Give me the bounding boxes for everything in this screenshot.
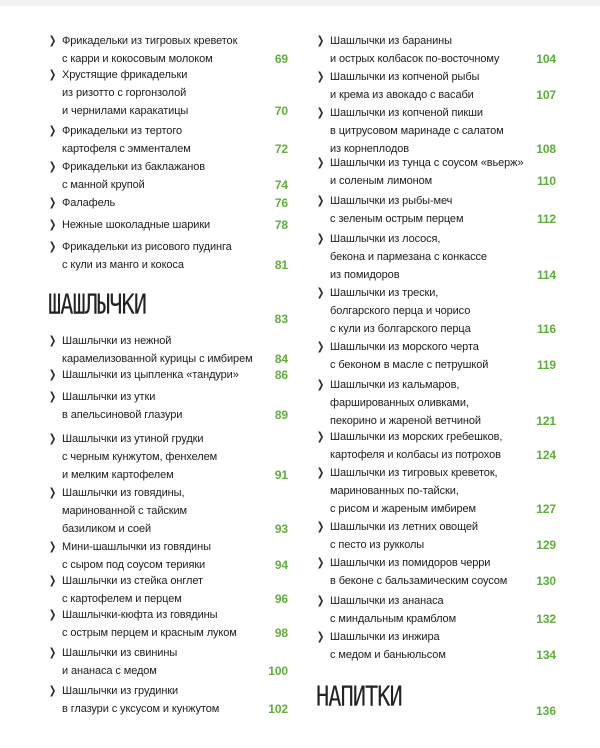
toc-page-number: 74 — [274, 178, 288, 192]
toc-page-number: 114 — [536, 268, 556, 282]
section-heading-kebabs: ШАШЛЫЧКИ — [48, 289, 146, 321]
toc-entry[interactable] — [316, 70, 556, 106]
toc-entry-text: Шашлычки из баранины — [330, 35, 452, 47]
toc-entry-text: Шашлычки из кальмаров, — [330, 379, 460, 391]
chevron-right-icon: ❯ — [316, 287, 325, 299]
toc-entry[interactable] — [48, 368, 288, 386]
toc-entry-text: с кули из болгарского перца — [330, 323, 471, 335]
toc-entry-text: Шашлычки из копченой пикши — [330, 107, 483, 119]
toc-page-number: 110 — [536, 174, 556, 188]
toc-entry-text: Шашлычки из морского черта — [330, 341, 479, 353]
toc-entry-text: с кули из манго и кокоса — [62, 259, 184, 271]
toc-entry[interactable] — [48, 646, 288, 682]
toc-entry[interactable] — [316, 466, 556, 520]
chevron-right-icon: ❯ — [48, 219, 57, 231]
chevron-right-icon: ❯ — [48, 487, 57, 499]
toc-entry[interactable] — [316, 520, 556, 556]
chevron-right-icon: ❯ — [316, 379, 325, 391]
toc-entry-text: с манной крупой — [62, 179, 145, 191]
toc-entry-text: Шашлычки из грудинки — [62, 685, 179, 697]
toc-entry-text: Шашлычки из инжира — [330, 631, 440, 643]
toc-entry-text: картофеля и колбасы из потрохов — [330, 449, 501, 461]
toc-page-number: 91 — [274, 468, 288, 482]
toc-page-number: 76 — [274, 196, 288, 210]
toc-page-number: 107 — [536, 88, 556, 102]
toc-entry-text: и чернилами каракатицы — [62, 105, 189, 117]
chevron-right-icon: ❯ — [48, 391, 57, 403]
chevron-right-icon: ❯ — [316, 521, 325, 533]
chevron-right-icon: ❯ — [48, 335, 57, 347]
toc-entry-text: Шашлычки из копченой рыбы — [330, 71, 480, 83]
chevron-right-icon: ❯ — [48, 609, 57, 621]
chevron-right-icon: ❯ — [316, 341, 325, 353]
toc-entry-text: с сыром под соусом терияки — [62, 559, 206, 571]
chevron-right-icon: ❯ — [316, 157, 325, 169]
toc-page-number: 112 — [536, 212, 556, 226]
toc-entry-text: с песто из рукколы — [330, 539, 425, 551]
chevron-right-icon: ❯ — [316, 557, 325, 569]
toc-entry-text: Фалафель — [62, 197, 116, 209]
chevron-right-icon: ❯ — [48, 125, 57, 137]
chevron-right-icon: ❯ — [316, 467, 325, 479]
toc-page-number: 100 — [268, 664, 288, 678]
chevron-right-icon: ❯ — [316, 35, 325, 47]
chevron-right-icon: ❯ — [48, 575, 57, 587]
toc-entry-text: Фрикадельки из тигровых креветок — [62, 35, 238, 47]
toc-entry[interactable] — [48, 540, 288, 576]
chevron-right-icon: ❯ — [48, 685, 57, 697]
toc-entry-text: Шашлычки-кюфта из говядины — [62, 609, 218, 621]
toc-entry-text: в беконе с бальзамическим соусом — [330, 575, 508, 587]
toc-entry[interactable] — [48, 68, 288, 122]
chevron-right-icon: ❯ — [48, 541, 57, 553]
toc-entry[interactable] — [48, 34, 288, 70]
toc-entry-text: из ризотто с горгонзолой — [62, 87, 187, 99]
top-edge-strip — [0, 0, 600, 6]
toc-entry-text: Шашлычки из нежной — [62, 335, 172, 347]
toc-entry-text: с черным кунжутом, фенхелем — [62, 451, 218, 463]
toc-entry-text: Шашлычки из морских гребешков, — [330, 431, 503, 443]
chevron-right-icon: ❯ — [316, 431, 325, 443]
toc-entry-text: Шашлычки из ананаса — [330, 595, 444, 607]
toc-entry[interactable] — [48, 196, 288, 214]
toc-entry-text: Шашлычки из утиной грудки — [62, 433, 204, 445]
toc-page-number: 124 — [536, 448, 556, 462]
toc-page-number: 81 — [274, 258, 288, 272]
toc-page-number: 98 — [274, 626, 288, 640]
toc-entry[interactable] — [48, 124, 288, 160]
chevron-right-icon: ❯ — [48, 369, 57, 381]
toc-entry-text: с рисом и жареным имбирем — [330, 503, 477, 515]
toc-entry[interactable] — [316, 556, 556, 592]
toc-entry[interactable] — [316, 378, 556, 432]
toc-entry[interactable] — [316, 194, 556, 230]
toc-entry[interactable] — [48, 432, 288, 486]
toc-entry[interactable] — [316, 232, 556, 286]
chevron-right-icon: ❯ — [48, 647, 57, 659]
chevron-right-icon: ❯ — [316, 107, 325, 119]
toc-entry-text: Шашлычки из помидоров черри — [330, 557, 491, 569]
toc-entry-text: с острым перцем и красным луком — [62, 627, 237, 639]
chevron-right-icon: ❯ — [48, 241, 57, 253]
toc-page-number: 86 — [274, 368, 288, 382]
toc-entry-text: и ананаса с медом — [62, 665, 157, 677]
toc-entry[interactable] — [316, 594, 556, 630]
toc-entry-text: и крема из авокадо с васаби — [330, 89, 474, 101]
toc-page-number: 134 — [536, 648, 556, 662]
toc-entry-text: и соленым лимоном — [330, 175, 433, 187]
toc-entry[interactable] — [48, 574, 288, 610]
toc-entry-text: Шашлычки из трески, — [330, 287, 439, 299]
toc-entry-text: с беконом в масле с петрушкой — [330, 359, 489, 371]
toc-entry[interactable] — [48, 218, 288, 236]
toc-entry[interactable] — [316, 156, 556, 192]
toc-page-number: 78 — [274, 218, 288, 232]
toc-entry-text: картофеля с эмменталем — [62, 143, 191, 155]
toc-entry-text: Хрустящие фрикадельки — [62, 69, 188, 81]
toc-entry-text: карамелизованной курицы с имбирем — [62, 353, 253, 365]
toc-entry-text: Шашлычки из тунца с соусом «вьерж» — [330, 157, 524, 169]
toc-entry-text: Шашлычки из стейка онглет — [62, 575, 203, 587]
toc-page-number: 94 — [274, 558, 288, 572]
toc-entry[interactable] — [316, 106, 556, 160]
toc-page-number: 93 — [274, 522, 288, 536]
toc-entry-text: в глазури с уксусом и кунжутом — [62, 703, 220, 715]
toc-entry-text: Нежные шоколадные шарики — [62, 219, 211, 231]
toc-entry-text: и острых колбасок по-восточному — [330, 53, 500, 65]
toc-entry[interactable] — [316, 286, 556, 340]
toc-entry-text: Шашлычки из тигровых креветок, — [330, 467, 498, 479]
toc-entry-text: из корнеплодов — [330, 143, 409, 155]
toc-entry-text: фаршированных оливками, — [330, 397, 469, 409]
toc-entry[interactable] — [316, 430, 556, 466]
toc-entry-text: Шашлычки из говядины, — [62, 487, 185, 499]
chevron-right-icon: ❯ — [316, 71, 325, 83]
chevron-right-icon: ❯ — [316, 631, 325, 643]
toc-entry-text: Мини-шашлычки из говядины — [62, 541, 211, 553]
toc-page-number: 89 — [274, 408, 288, 422]
chevron-right-icon: ❯ — [48, 197, 57, 209]
toc-entry-text: из помидоров — [330, 269, 400, 281]
chevron-right-icon: ❯ — [316, 195, 325, 207]
toc-page-number: 127 — [536, 502, 556, 516]
chevron-right-icon: ❯ — [316, 595, 325, 607]
toc-entry-text: Фрикадельки из тертого — [62, 125, 183, 137]
toc-entry[interactable] — [48, 334, 288, 370]
toc-page-number: 102 — [268, 702, 288, 716]
toc-entry-text: Шашлычки из утки — [62, 391, 156, 403]
toc-entry-text: Шашлычки из лосося, — [330, 233, 441, 245]
toc-entry-text: и мелким картофелем — [62, 469, 174, 481]
toc-entry-text: бекона и пармезана с конкассе — [330, 251, 487, 263]
toc-page-number: 69 — [274, 52, 288, 66]
toc-page-number: 72 — [274, 142, 288, 156]
chevron-right-icon: ❯ — [48, 35, 57, 47]
toc-entry-text: Шашлычки из цыпленка «тандури» — [62, 369, 239, 381]
toc-page-number: 130 — [536, 574, 556, 588]
toc-entry[interactable] — [316, 630, 556, 666]
chevron-right-icon: ❯ — [48, 433, 57, 445]
section-page-drinks: 136 — [535, 704, 556, 718]
toc-entry[interactable] — [48, 608, 288, 644]
toc-page-number: 121 — [536, 414, 556, 428]
section-heading-drinks: НАПИТКИ — [316, 681, 402, 713]
chevron-right-icon: ❯ — [316, 233, 325, 245]
toc-page-number: 108 — [536, 142, 556, 156]
toc-entry-text: Шашлычки из летних овощей — [330, 521, 478, 533]
chevron-right-icon: ❯ — [48, 161, 57, 173]
toc-entry-text: Шашлычки из рыбы-меч — [330, 195, 453, 207]
toc-entry[interactable] — [48, 390, 288, 426]
toc-entry-text: Шашлычки из свинины — [62, 647, 178, 659]
toc-entry[interactable] — [48, 486, 288, 540]
toc-entry[interactable] — [316, 34, 556, 70]
toc-entry-text: с карри и кокосовым молоком — [62, 53, 213, 65]
toc-entry-text: маринованной с тайским — [62, 505, 187, 517]
chevron-right-icon: ❯ — [48, 69, 57, 81]
toc-entry-text: с картофелем и перцем — [62, 593, 182, 605]
toc-entry-text: с миндальным крамблом — [330, 613, 457, 625]
toc-entry-text: пекорино и жареной ветчиной — [330, 415, 481, 427]
toc-entry-text: базиликом и соей — [62, 523, 152, 535]
toc-entry[interactable] — [48, 684, 288, 720]
toc-page-number: 84 — [274, 352, 288, 366]
toc-page-number: 104 — [536, 52, 556, 66]
toc-entry-text: в апельсиновой глазури — [62, 409, 183, 421]
toc-entry-text: Фрикадельки из рисового пудинга — [62, 241, 232, 253]
toc-page-number: 116 — [536, 322, 556, 336]
toc-entry[interactable] — [48, 160, 288, 196]
toc-entry-text: с медом и баньюльсом — [330, 649, 446, 661]
toc-entry-text: Фрикадельки из баклажанов — [62, 161, 206, 173]
toc-entry-text: в цитрусовом маринаде с салатом — [330, 125, 504, 137]
toc-page-number: 96 — [274, 592, 288, 606]
toc-page-number: 129 — [536, 538, 556, 552]
toc-entry-text: болгарского перца и чорисо — [330, 305, 471, 317]
toc-page-number: 132 — [536, 612, 556, 626]
toc-entry[interactable] — [316, 340, 556, 376]
toc-entry-text: маринованных по-тайски, — [330, 485, 459, 497]
toc-entry[interactable] — [48, 240, 288, 276]
toc-page-number: 70 — [274, 104, 288, 118]
toc-entry-text: с зеленым острым перцем — [330, 213, 464, 225]
toc-page-number: 119 — [536, 358, 556, 372]
section-page-kebabs: 83 — [274, 312, 288, 326]
